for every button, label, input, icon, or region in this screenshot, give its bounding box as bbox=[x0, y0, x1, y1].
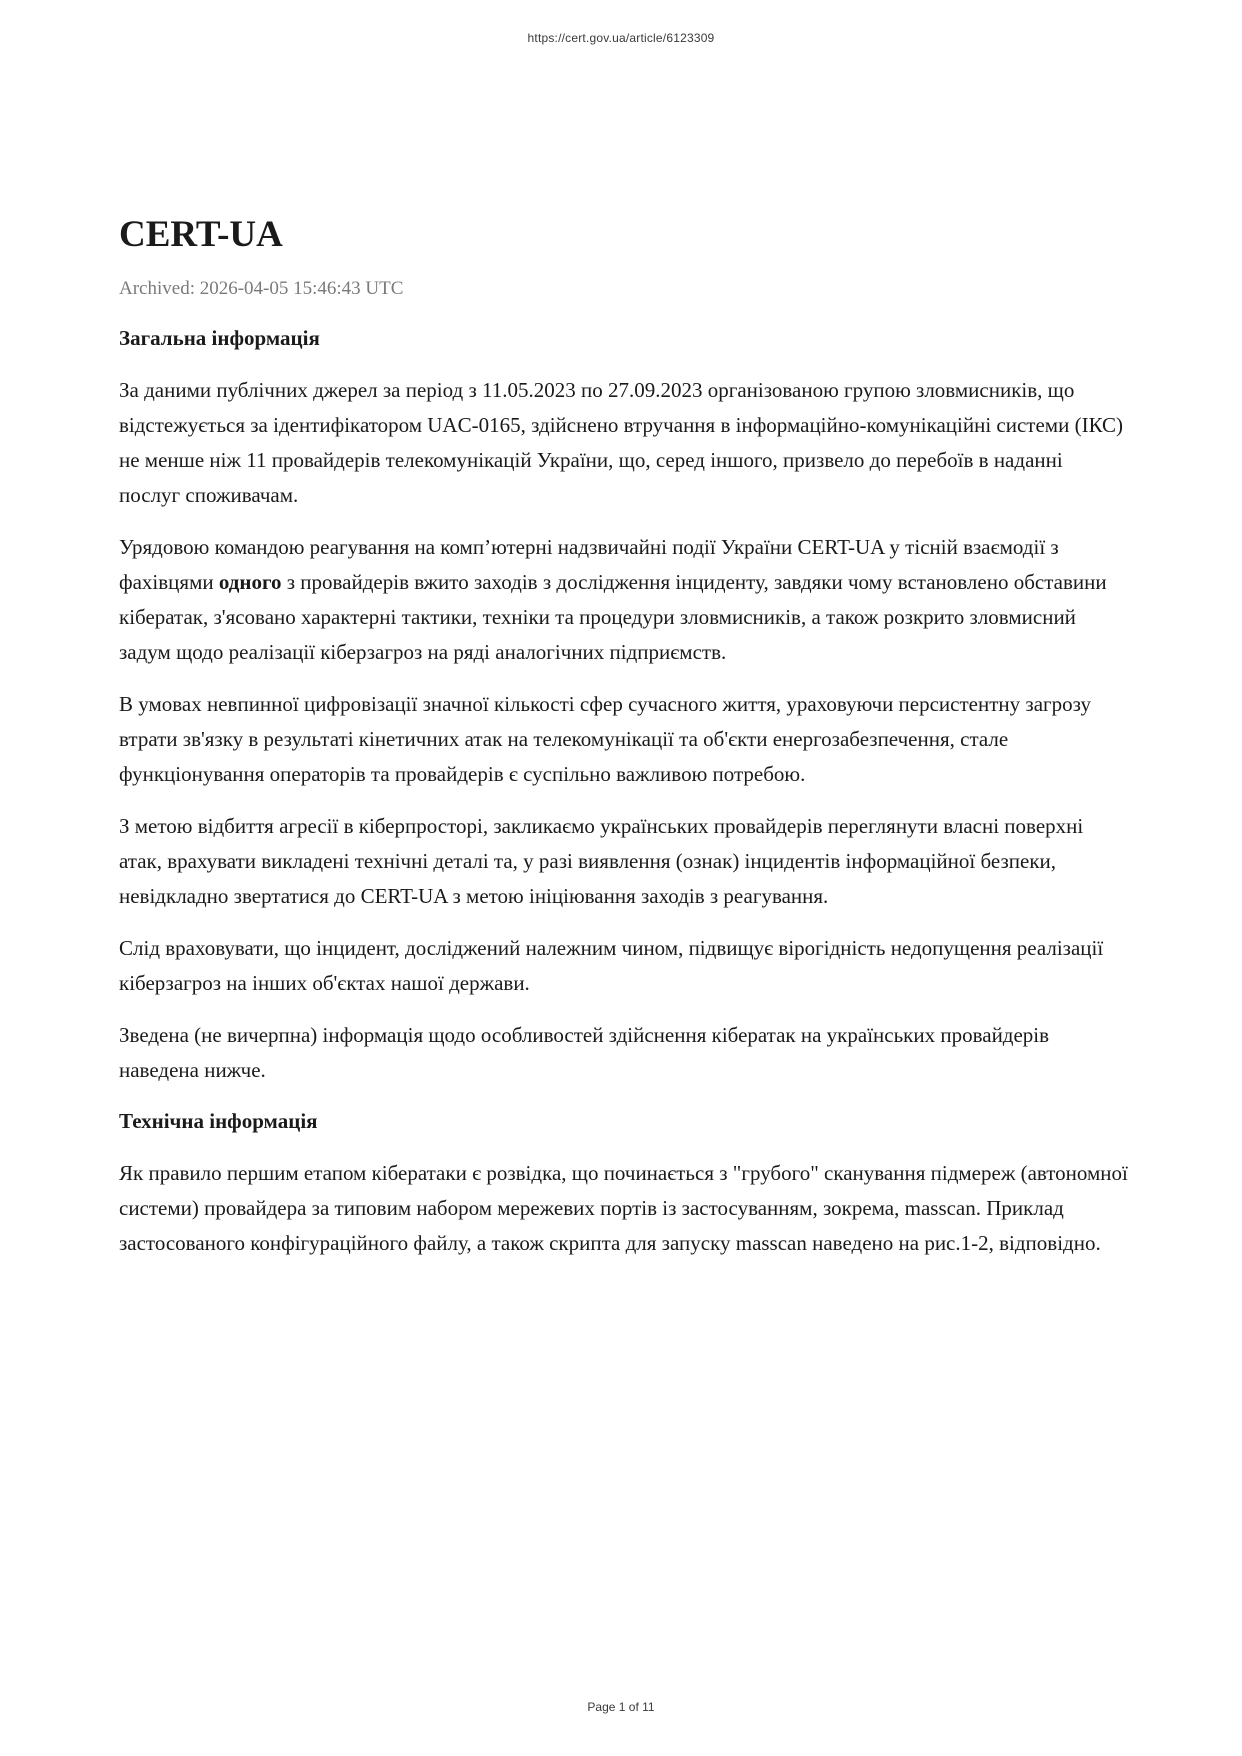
paragraph-2-bold: одного bbox=[218, 570, 282, 594]
paragraph-7: Як правило першим етапом кібератаки є розвідка, що починається з "грубого" сканування підмереж (автономної системи) провайдера за типовим набором мережевих портів із застосуванням, зокрема, masscan. Приклад застосованого конфігураційного файлу, а також скрипта для запуску masscan наведено на рис.1-2, відповідно. bbox=[119, 1161, 1128, 1255]
archived-timestamp: Archived: 2026-04-05 15:46:43 UTC bbox=[119, 278, 404, 299]
paragraph-5: Слід враховувати, що інцидент, досліджений належним чином, підвищує вірогідність недопущення реалізації кіберзагроз на інших об'єктах нашої держави. bbox=[119, 936, 1104, 995]
heading-technical-info: Технічна інформація bbox=[119, 1109, 318, 1133]
article-body bbox=[119, 210, 1129, 1261]
paragraph-1: За даними публічних джерел за період з 11.05.2023 по 27.09.2023 організованою групою зловмисників, що відстежується за ідентифікатором UAC-0165, здійснено втручання в інформаційно-комунікаційні системи (ІКС) не менше ніж 11 провайдерів телекомунікацій України, що, серед іншого, призвело до перебоїв в наданні послуг споживачам. bbox=[119, 378, 1124, 507]
source-url: https://cert.gov.ua/article/6123309 bbox=[527, 31, 715, 45]
paragraph-2-start: Урядовою командою реагування на комп’ютерні надзвичайні події України CERT-UA у тісній взаємодії з фахівцями bbox=[119, 535, 1059, 594]
paragraph-4: З метою відбиття агресії в кіберпросторі, закликаємо українських провайдерів переглянути власні поверхні атак, врахувати викладені технічні деталі та, у разі виявлення (ознак) інцидентів інформаційної безпеки, невідкладно звертатися до CERT-UA з метою ініціювання заходів з реагування. bbox=[119, 814, 1084, 908]
heading-general-info: Загальна інформація bbox=[119, 326, 320, 350]
paragraph-2 bbox=[119, 530, 1129, 670]
paragraph-3: В умовах невпинної цифровізації значної кількості сфер сучасного життя, ураховуючи персистентну загрозу втрати зв'язку в результаті кінетичних атак на телекомунікації та об'єкти енергозабезпечення, стале функціонування операторів та провайдерів є суспільно важливою потребою. bbox=[119, 692, 1091, 786]
paragraph-2-end: з провайдерів вжито заходів з дослідження інциденту, завдяки чому встановлено обставини кібератак, з'ясовано характерні тактики, техніки та процедури зловмисників, а також розкрито зловмисний задум щодо реалізації кіберзагроз на ряді аналогічних підприємств. bbox=[119, 570, 1107, 664]
page-title: CERT-UA bbox=[119, 214, 283, 255]
paragraph-6: Зведена (не вичерпна) інформація щодо особливостей здійснення кібератак на українських провайдерів наведена нижче. bbox=[119, 1023, 1050, 1082]
page-number: Page 1 of 11 bbox=[587, 1700, 655, 1714]
